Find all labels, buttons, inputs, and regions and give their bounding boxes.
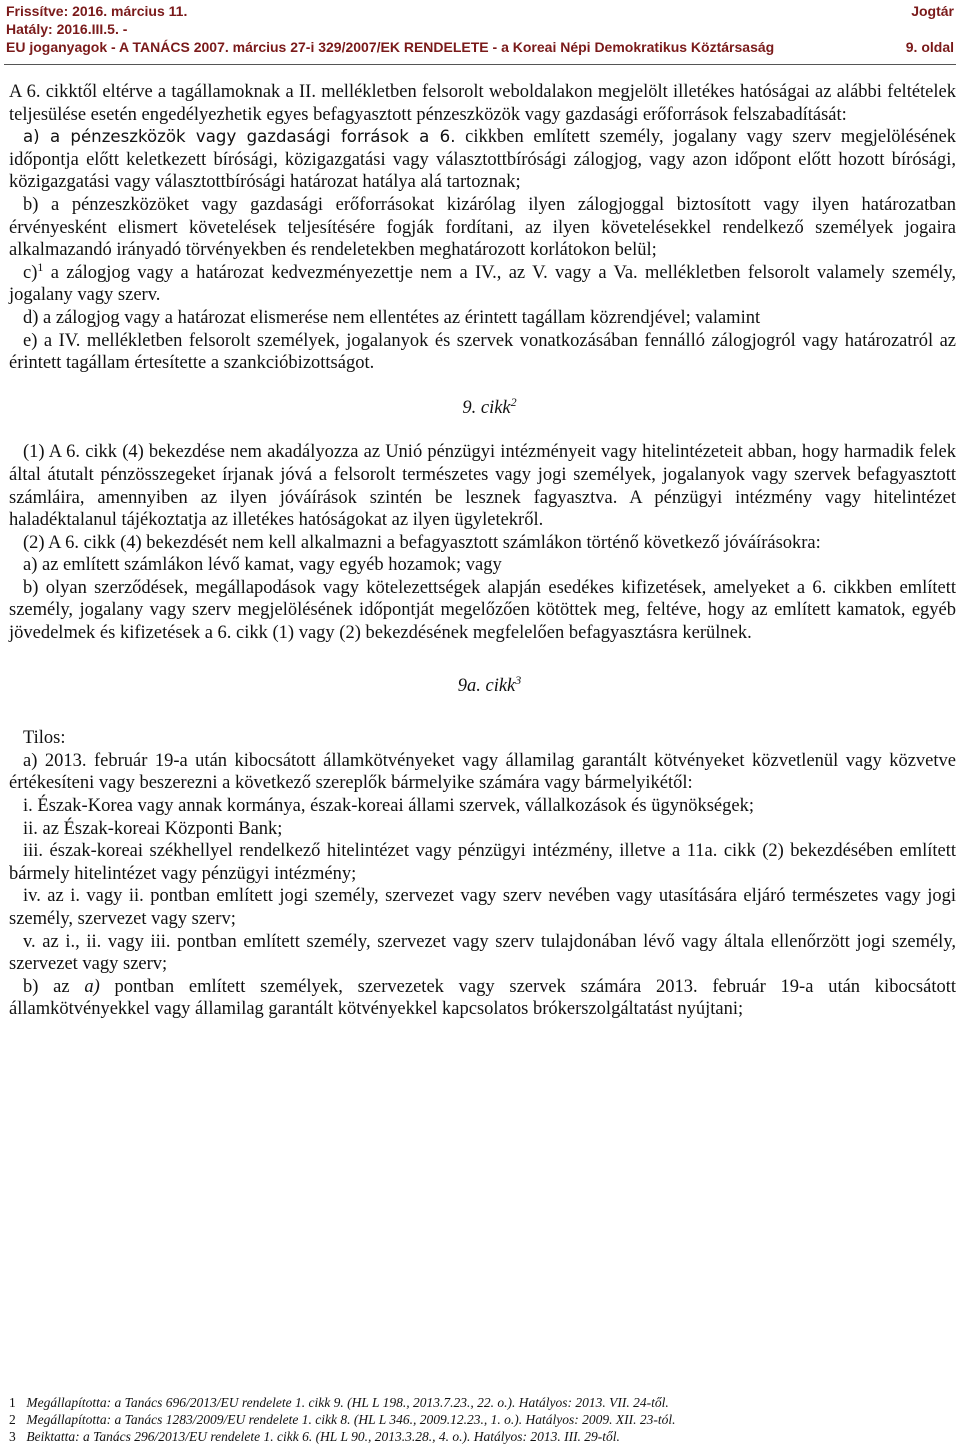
footnote-number: 1 [9,1395,16,1410]
footnote [9,1394,956,1411]
header-divider [4,64,956,65]
publisher-name: Jogtár [911,3,954,19]
paragraph: iv. az i. vagy ii. pontban említett jogi személy, szervezet vagy szerv nevében vagy utasítására eljáró természetes vagy jogi személy, szervezet vagy szerv; [9,886,956,929]
paragraph: v. az i., ii. vagy iii. pontban említett személy, szervezet vagy szerv tulajdonában lévő vagy általa ellenőrzött jogi személy, szervezet vagy szerv; [9,931,956,975]
paragraph: a) 2013. február 19-a után kibocsátott államkötvényeket vagy államilag garantált kötvényeket közvetlenül vagy közvetve értékesíteni vagy beszerezni a következő szereplők bármelyike számára vagy bármelyikétől: [9,750,956,794]
paragraph: (2) A 6. cikk (4) bekezdését nem kell alkalmazni a befagyasztott számlákon történő következő jóváírásokra: [23,532,821,553]
footnote-number: 3 [9,1429,16,1444]
effective-date: Hatály: 2016.III.5. - [6,21,128,37]
article-heading-text: 9a. cikk [457,675,516,696]
document-body [9,81,956,1021]
footnote-text: Beiktatta: a Tanács 296/2013/EU rendelete 1. cikk 6. (HL L 90., 2013.3.28., 4. o.). Hatályos: 2013. III. 29-től. [26,1429,620,1444]
paragraph [9,259,956,307]
paragraph: A 6. cikktől eltérve a tagállamoknak a II. mellékletben felsorolt weboldalakon megjelölt illetékes hatóságai az alábbi feltételek teljesülése esetén engedélyezhetik egyes befagyasztott pénzeszközök vagy gazdasági erőforrások felszabadítását: [9,82,956,125]
footnote-ref[interactable]: 1 [37,259,44,274]
paragraph [9,126,956,194]
paragraph-lead: b) az [23,976,85,997]
paragraph: Tilos: [23,728,66,749]
footnote-number: 2 [9,1412,16,1427]
paragraph-rest: pontban említett személyek, szervezetek vagy szervek számára 2013. február 19-a után kibocsátott államkötvényekkel vagy államilag garantált kötvényekkel kapcsolatos brókerszolgáltatást nyújtani; [9,976,956,1020]
paragraph [9,976,956,1021]
footnote-ref[interactable]: 2 [510,394,517,409]
article-heading [9,672,956,698]
paragraph-lead: c) [23,262,38,283]
paragraph-lead: a) a pénzeszközök vagy gazdasági források a 6. [23,127,456,147]
article-heading-text: 9. cikk [462,397,511,418]
paragraph: i. Észak-Korea vagy annak kormánya, észak-koreai állami szervek, vállalkozások és ügynökségek; [23,796,754,817]
article-heading [9,394,956,420]
footnote-text: Megállapította: a Tanács 1283/2009/EU rendelete 1. cikk 8. (HL L 346., 2009.12.23., 1. o.). Hatályos: 2009. XII. 23-tól. [26,1412,676,1427]
paragraph: d) a zálogjog vagy a határozat elismerése nem ellentétes az érintett tagállam közrendjével; valamint [23,307,761,328]
updated-date: Frissítve: 2016. március 11. [6,3,188,19]
page-header [0,0,960,61]
paragraph: ii. az Észak-koreai Központi Bank; [23,818,283,839]
footnotes [9,1394,956,1445]
paragraph: a) az említett számlákon lévő kamat, vagy egyéb hozamok; vagy [23,555,502,576]
paragraph: e) a IV. mellékletben felsorolt személyek, jogalanyok és szervek vonatkozásában fennálló zálogjogról vagy határozatról az érintett tagállam értesítette a szankcióbizottságot. [9,330,956,374]
page-number: 9. oldal [905,39,954,55]
paragraph: b) olyan szerződések, megállapodások vagy kötelezettségek alapján esedékes kifizetések, amelyeket a 6. cikkben említett személy, jogalany vagy szerv megjelölésének időpontját megelőzően kötöttek meg, feltéve, hogy az említett kamatok, egyéb jövedelmek és kifizetések a 6. cikk (1) vagy (2) bekezdésének megfelelően befagyasztásra kerülnek. [9,577,956,644]
footnote-text: Megállapította: a Tanács 696/2013/EU rendelete 1. cikk 9. (HL L 198., 2013.7.23., 22. o.). Hatályos: 2013. VII. 24-től. [26,1395,669,1410]
paragraph-rest: a zálogjog vagy a határozat kedvezményezettje nem a IV., az V. vagy a Va. mellékletben felsorolt valamely személy, jogalany vagy szerv. [9,262,956,306]
paragraph-rest: cikkben említett személy, jogalany vagy szerv megjelölésének időpontja előtt keletkezett bírósági, közigazgatási vagy választottbírósági zálogjog, vagy azon időpont előtt hozott bírósági, közigazgatási vagy választottbírósági határozat hatálya alá tartoznak; [9,127,956,193]
paragraph: (1) A 6. cikk (4) bekezdése nem akadályozza az Unió pénzügyi intézményeit vagy hitelintézeteit abban, hogy harmadik felek által átutalt pénzösszegeket írjanak jóvá a felsorolt természetes vagy jogi személyek, jogalanyok vagy szervek befagyasztott számláira, amennyiben az ilyen jóváírások szintén be lesznek fagyasztva. A pénzügyi intézmény vagy hitelintézet haladéktalanul tájékoztatja az illetékes hatóságokat az ilyen ügyletekről. [9,442,956,531]
paragraph: b) a pénzeszközöket vagy gazdasági erőforrásokat kizárólag ilyen zálogjoggal biztosított vagy ilyen határozatban érvényesként elismert követelések teljesítésére fogják fordítani, az ilyen követelésekkel rendelkező személyek jogaira alkalmazandó irányadó törvényekben és rendeletekben meghatározott korlátokon belül; [9,194,956,261]
footnote-ref[interactable]: 3 [515,672,522,687]
paragraph-ref: a) [84,976,100,997]
paragraph: iii. észak-koreai székhellyel rendelkező hitelintézet vagy pénzügyi intézmény, illetve a 11a. cikk (2) bekezdésében említett bármely hitelintézet vagy pénzügyi intézmény; [9,841,956,884]
footnote [9,1428,956,1445]
document-title: EU joganyagok - A TANÁCS 2007. március 27-i 329/2007/EK RENDELETE - a Koreai Népi Demokratikus Köztársaság [6,39,775,55]
footnote [9,1411,956,1428]
